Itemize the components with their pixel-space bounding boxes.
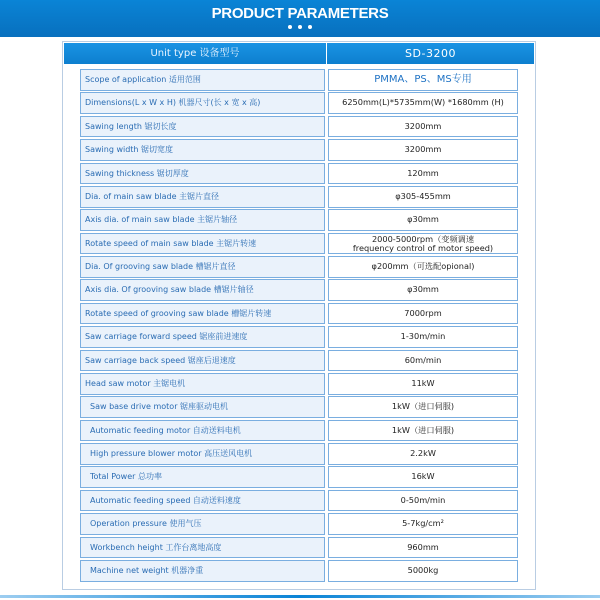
param-label: Dia. Of grooving saw blade 槽锯片直径 [80,256,325,278]
param-value: 960mm [328,537,518,559]
param-label: Machine net weight 机器净重 [80,560,325,582]
param-label: High pressure blower motor 高压送风电机 [80,443,325,465]
param-value: 120mm [328,163,518,185]
param-label: Total Power 总功率 [80,466,325,488]
table-row [80,186,518,208]
table-row [80,490,518,512]
header-model-cell: SD-3200 [405,47,456,60]
param-value: 2.2kW [328,443,518,465]
table-body [80,69,518,583]
header-label-cell: Unit type 设备型号 [64,43,327,64]
table-row [80,443,518,465]
param-value: φ200mm（可选配opional) [328,256,518,278]
header-banner [0,0,600,37]
dot-icon [298,25,302,29]
table-row [80,279,518,301]
table-row [80,256,518,278]
param-value: 5-7kg/cm² [328,513,518,535]
param-label: Operation pressure 使用气压 [80,513,325,535]
table-row [80,233,518,255]
param-label: Dia. of main saw blade 主锯片直径 [80,186,325,208]
param-value: 1kW（进口伺服) [328,396,518,418]
param-value: 3200mm [328,116,518,138]
param-value: 5000kg [328,560,518,582]
table-row [80,92,518,114]
param-label: Automatic feeding motor 自动送料电机 [80,420,325,442]
param-label: Saw carriage back speed 锯座后退速度 [80,350,325,372]
param-label: Sawing thickness 锯切厚度 [80,163,325,185]
param-value: 6250mm(L)*5735mm(W) *1680mm (H) [328,92,518,114]
table-row [80,560,518,582]
param-label: Dimensions(L x W x H) 机器尺寸(长 x 宽 x 高) [80,92,325,114]
param-label: Saw base drive motor 锯座驱动电机 [80,396,325,418]
param-label: Head saw motor 主锯电机 [80,373,325,395]
param-value: φ30mm [328,279,518,301]
table-row [80,396,518,418]
param-value: 3200mm [328,139,518,161]
table-row [80,116,518,138]
parameters-table [62,41,536,590]
param-label: Automatic feeding speed 自动送料速度 [80,490,325,512]
page-title: PRODUCT PARAMETERS [211,5,389,22]
param-label: Rotate speed of main saw blade 主锯片转速 [80,233,325,255]
bottom-divider [0,595,600,598]
param-value [328,233,518,255]
table-row [80,537,518,559]
table-row [80,373,518,395]
param-value: φ30mm [328,209,518,231]
banner-dots [0,25,600,29]
param-value: 60m/min [328,350,518,372]
table-row [80,69,518,91]
table-row [80,326,518,348]
dot-icon [308,25,312,29]
table-row [80,350,518,372]
param-value-line: 2000-5000rpm（变频调速 [371,233,475,244]
table-row [80,209,518,231]
param-value: 0-50m/min [328,490,518,512]
param-label: Saw carriage forward speed 锯座前进速度 [80,326,325,348]
table-row [80,163,518,185]
param-value: φ305-455mm [328,186,518,208]
param-value: 7000rpm [328,303,518,325]
param-label: Axis dia. of main saw blade 主锯片轴径 [80,209,325,231]
param-value: 1kW（进口伺服) [328,420,518,442]
param-label: Scope of application 适用范围 [80,69,325,91]
dot-icon [288,25,292,29]
param-label: Sawing length 锯切长度 [80,116,325,138]
param-label: Rotate speed of grooving saw blade 槽锯片转速 [80,303,325,325]
table-row [80,303,518,325]
table-header-row [64,43,534,64]
table-row [80,420,518,442]
param-value: 1-30m/min [328,326,518,348]
param-value: PMMA、PS、MS专用 [328,69,518,91]
table-row [80,513,518,535]
table-row [80,466,518,488]
table-row [80,139,518,161]
param-label: Sawing width 锯切宽度 [80,139,325,161]
param-label: Axis dia. Of grooving saw blade 槽锯片轴径 [80,279,325,301]
param-label: Workbench height 工作台离地高度 [80,537,325,559]
param-value: 11kW [328,373,518,395]
param-value-line: frequency control of motor speed) [352,243,494,254]
param-value: 16kW [328,466,518,488]
